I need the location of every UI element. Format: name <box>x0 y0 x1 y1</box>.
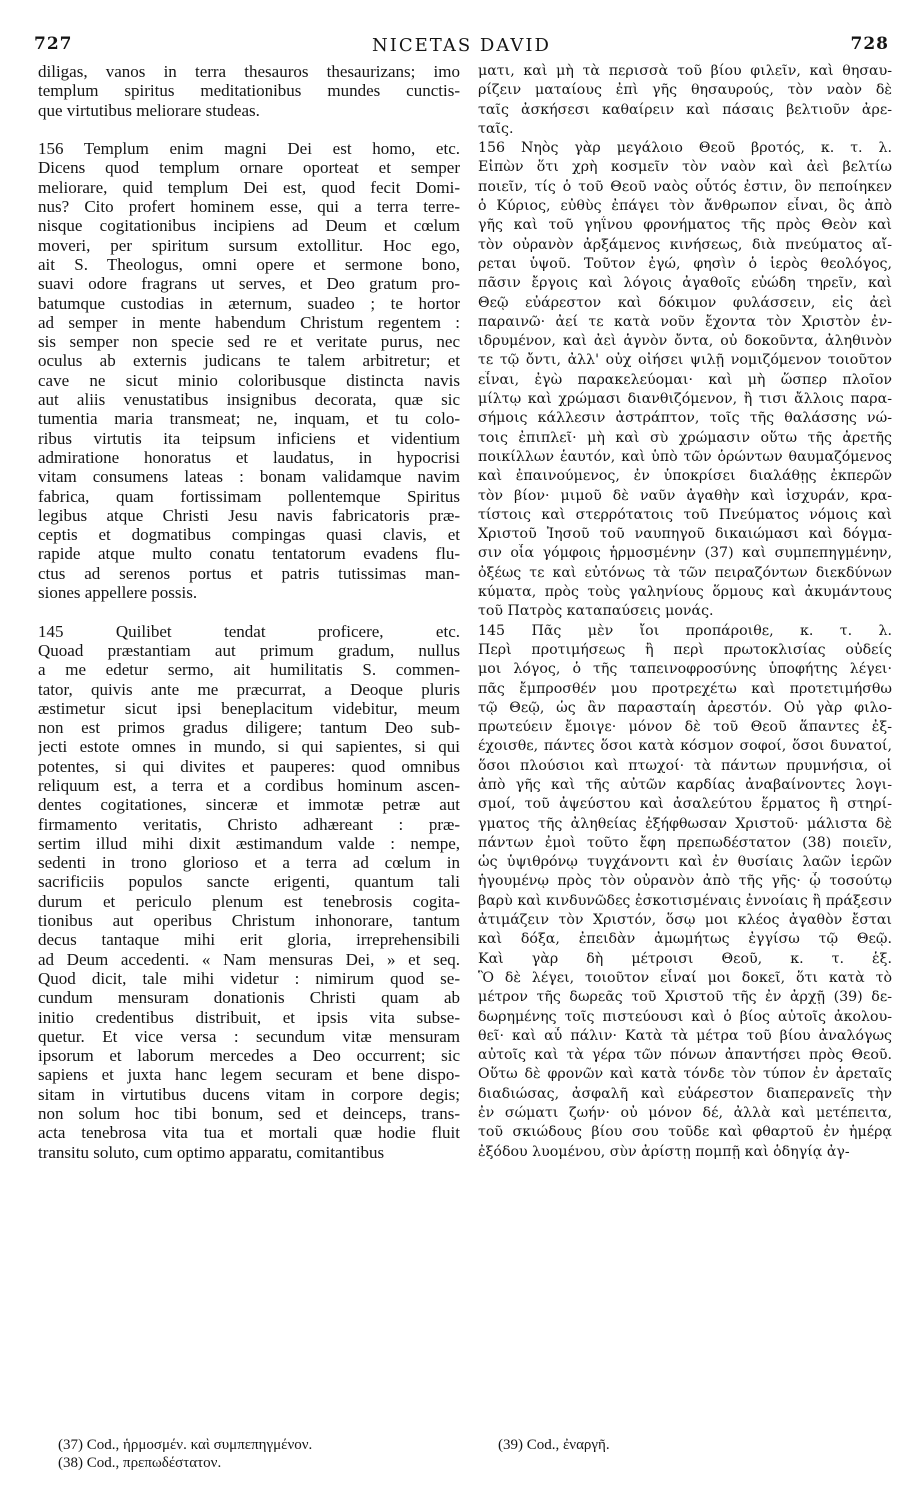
latin-text-line: rapide atque multo conatu tentatorum evadens flu- <box>38 544 460 564</box>
latin-text-line: quetur. Et vice versa : secundum vitæ mensuram <box>38 1026 460 1046</box>
greek-text-line: διαδιώσας, ἀσφαλῆ καὶ εὐάρεστον διαπερανεῖς τὴν <box>478 1085 892 1102</box>
greek-text-line: 145 Πᾶς μὲν ἴοι προπάροιθε, κ. τ. λ. <box>478 622 892 639</box>
latin-text-line: acta tenebrosa vita tua et mortali quæ hodie fluit <box>38 1123 460 1143</box>
latin-text-line: ad semper in mente habendum Christum regentem : <box>38 312 460 332</box>
latin-text-line: sapiens et juxta hanc legem securam et bene dispo- <box>38 1065 460 1085</box>
greek-text-line: παραινῶ· ἀεί τε κατὰ νοῦν ἔχοντα τὸν Χριστὸν ἐν- <box>478 313 892 330</box>
greek-text-line: Καὶ γὰρ δὴ μέτροισι Θεοῦ, κ. τ. ἑξ. <box>478 950 892 967</box>
greek-text-line: εἶναι, ἐγὼ παρακελεύομαι· καὶ μὴ ὥσπερ πλοῖον <box>478 371 892 388</box>
greek-text-line: βαρὺ καὶ κινδυνῶδες ἐσκοτισμέναις ἐννοίαις ἢ πράξεσιν <box>478 892 892 909</box>
footnote-line: (39) Cod., ἐναργῆ. <box>498 1437 610 1453</box>
greek-text-line: αὐτοῖς καὶ τὰ γέρα τῶν πόνων ἀπαντήσει πρὸς Θεοῦ. <box>478 1047 892 1064</box>
latin-text-line: ipsorum et laborum mercedes a Deo occurrent; sic <box>38 1046 460 1066</box>
greek-text-line: γματος τῆς ἀληθείας ἐξήφθωσαν Χριστοῦ· μάλιστα δὲ <box>478 815 892 832</box>
greek-text-line: 156 Νηὸς γὰρ μεγάλοιο Θεοῦ βροτός, κ. τ. λ. <box>478 140 892 157</box>
latin-column <box>38 62 460 1162</box>
latin-text-line: Dicens quod templum ornare oporteat et semper <box>38 158 460 178</box>
latin-text-line: cave ne sicut minio coloribusque distincta navis <box>38 370 460 390</box>
greek-text-line: ἐξόδου λυομένου, σὺν ἀρίστῃ πομπῇ καὶ ὁδηγίᾳ ἀγ- <box>478 1143 850 1160</box>
greek-text-line: τίστοις καὶ στερρότατοις τοῦ Πνεύματος νόμοις καὶ <box>478 506 892 523</box>
latin-text-line: ad Deum accedenti. « Nam mensuras Dei, » et seq. <box>38 949 460 969</box>
latin-text-line: potentes, si qui divites et pauperes: quod omnibus <box>38 756 460 776</box>
latin-text-line: admiratione honoratus et laudatus, in hypocrisi <box>38 447 460 467</box>
greek-text-line: τῷ Θεῷ, ὡς ἂν παρασταίη ἀρεστόν. Οὐ γὰρ φιλο- <box>478 699 892 716</box>
greek-text-line: ταῖς. <box>478 120 514 137</box>
latin-text-line: fabrica, quam fortissimam pollentemque Spiritus <box>38 486 460 506</box>
latin-text-line: que virtutibus meliorare studeas. <box>38 100 260 120</box>
latin-text-line: transitu soluto, cum optimo apparatu, comitantibus <box>38 1142 385 1162</box>
running-title: NICETAS DAVID <box>372 35 551 56</box>
greek-text-line: έχοισθε, πάντες ὅσοι κατὰ κόσμον σοφοί, ὅσοι δυνατοί, <box>478 738 892 755</box>
greek-text-line: Ὃ δὲ λέγει, τοιοῦτον εἶναί μοι δοκεῖ, ὅτι κατὰ τὸ <box>478 969 892 986</box>
greek-text-line: τοις ἐπιπλεῖ· μὴ καὶ σὺ χρώμασιν οὕτω τῆς ἀρετῆς <box>478 429 892 446</box>
greek-text-line: μέτρον τῆς δωρεᾶς τοῦ Χριστοῦ τῆς ἐν ἀρχῇ (39) δε- <box>478 989 892 1006</box>
latin-text-line: diligas, vanos in terra thesauros thesaurizans; imo <box>38 62 460 81</box>
latin-text-line: a me edetur sermo, ait humilitatis S. commen- <box>38 660 460 680</box>
page-number-right: 728 <box>850 34 889 54</box>
latin-text-line: templum spiritus meditationibus mundes cunctis- <box>38 81 460 101</box>
latin-text-line: decus tantaque mihi erit gloria, irreprehensibili <box>38 930 460 950</box>
latin-text-line: nisque cogitationibus incipiens ad Deum et cœlum <box>38 216 460 236</box>
greek-text-line: καὶ ἐπαινούμενος, ἐν ὑποκρίσει διαλάθῃς ἐκπερῶν <box>478 468 892 485</box>
greek-text-line: πᾶσιν ἔργοις καὶ λόγοις ἀγαθοῖς εὐώδη τηρεῖν, καὶ <box>478 275 892 292</box>
paragraph-gap <box>38 602 460 621</box>
latin-text-line: ait S. Theologus, omni opere et sermone bono, <box>38 254 460 274</box>
greek-column <box>478 62 892 1162</box>
latin-text-line: vitam consumens lateas : bonam validamque navim <box>38 467 460 487</box>
paragraph-gap <box>38 120 460 139</box>
greek-text-line: ρίζειν ματαίους ἐπὶ γῆς θησαυρούς, τὸν ναὸν δὲ <box>478 82 892 99</box>
latin-text-line: nus? Cito profert hominem esse, qui a terra terre- <box>38 197 460 217</box>
greek-text-line: τοῦ Πατρὸς καταπαύσεις μονάς. <box>478 603 714 620</box>
footnotes-left <box>58 1436 312 1472</box>
latin-text-line: firmamento veritatis, Christo adhæreant : præ- <box>38 814 460 834</box>
greek-text-line: ἀτιμάζειν τὸν Χριστόν, ὅσῳ μοι κλέος ἀγαθὸν ἔσται <box>478 912 892 929</box>
page-number-left: 727 <box>34 34 73 54</box>
latin-text-line: meliorare, quid templum Dei est, quod fecit Domi- <box>38 177 460 197</box>
greek-text-line: κύματα, πρὸς τοὺς γαληνίους ὅρμους καὶ ἀκυμάντους <box>478 584 892 601</box>
latin-text-line: non solum hoc tibi bonum, sed et deinceps, trans- <box>38 1104 460 1124</box>
greek-text-line: πάντων ἐμοὶ τοῦτο ἔφη πρεπωδέστατον (38) ποιεῖν, <box>478 834 892 851</box>
greek-text-line: σμοί, τοῦ ἀψεύστου καὶ ἀσαλεύτου ἕρματος ἢ στηρί- <box>478 796 892 813</box>
latin-text-line: tionibus aut operibus Christum inhonorare, tantum <box>38 911 460 931</box>
greek-text-line: ὁ Κύριος, εὐθὺς ἐπάγει τὸν ἄνθρωπον εἶναι, ὃς ἀπὸ <box>478 198 892 215</box>
greek-text-line: ιδρυμένον, καὶ ἀεὶ ἁγνὸν ὄντα, οὐ δοκοῦντα, ἀληθινὸν <box>478 333 892 350</box>
greek-text-line: ὅσοι πλούσιοι καὶ πτωχοί· τὰ πάντων πρυμνήσια, οἱ <box>478 757 892 774</box>
latin-text-line: tumentia maria transmeat; ne, inquam, et tu colo- <box>38 409 460 429</box>
greek-text-line: ματι, καὶ μὴ τὰ περισσὰ τοῦ βίου φιλεῖν, καὶ θησαυ- <box>478 63 892 79</box>
greek-text-line: ἡγουμένῳ πρὸς τὸν οὐρανὸν ἀπὸ τῆς γῆς· ᾧ τοσούτῳ <box>478 873 892 890</box>
greek-text-line: ὀξέως τε καὶ εὐτόνως τὰ τῶν πειραζόντων διεκδύνων <box>478 564 892 581</box>
latin-text-line: durum et periculo plenum est tenebrosis cogita- <box>38 891 460 911</box>
greek-text-line: ταῖς ἀσκήσεσι καθαίρειν καὶ πάσαις βελτιοῦν ἀρε- <box>478 101 892 118</box>
greek-text-line: ὡς ὑψιθρόνῳ τυγχάνοντι καὶ ἐν θυσίαις λαῶν ἱερῶν <box>478 854 892 871</box>
latin-text-line: ctus ad serenos portus et patris tutissimas man- <box>38 563 460 583</box>
latin-text-line: suavi odore fragrans ut serves, et Deo gratum pro- <box>38 274 460 294</box>
latin-text-line: æstimetur sicut ipsi beneplacitum videbitur, meum <box>38 698 460 718</box>
latin-text-line: initio credentibus distribuit, et ipsis vita subse- <box>38 1007 460 1027</box>
latin-text-line: cundum mensuram donationis Christi quam ab <box>38 988 460 1008</box>
greek-text-line: τοῦ σκιώδους βίου σου τοῦδε καὶ φθαρτοῦ ἐν ἡμέρᾳ <box>478 1124 892 1141</box>
greek-text-line: ποικίλλων ἑαυτόν, καὶ ὑπὸ τῶν ὁρώντων θαυμαζόμενος <box>478 448 892 465</box>
greek-text-line: σιν οἷα γόμφοις ἡρμοσμένην (37) καὶ συμπεπηγμένην, <box>478 545 892 562</box>
latin-text-line: sedenti in trono glorioso et a terra ad cœlum in <box>38 853 460 873</box>
greek-text-line: γῆς καὶ τοῦ γηΐνου φρονήματος τῆς πρὸς Θεὸν καὶ <box>478 217 892 234</box>
greek-text-line: τὸν βίον· μιμοῦ δὲ ναῦν ἀγαθὴν καὶ ἰσχυράν, κρα- <box>478 487 892 504</box>
footnote-line: (37) Cod., ἡρμοσμέν. καὶ συμπεπηγμένον. <box>58 1437 313 1453</box>
greek-text-line: τὸν οὐρανὸν ἀρξάμενος κινήσεως, διὰ πνεύματος αἴ- <box>478 236 892 253</box>
latin-text-line: ceptis et dogmatibus compingas quasi clavis, et <box>38 525 460 545</box>
greek-text-line: δωρημένης τοῖς πιστεύουσι καὶ ὁ βίος αὐτοῖς ἀκολου- <box>478 1008 892 1025</box>
latin-text-line: oculus ab externis judicans te talem arbitretur; et <box>38 351 460 371</box>
greek-text-line: Θεῷ εὐάρεστον καὶ δόκιμον φυλάσσειν, εἰς ἀεὶ <box>478 294 892 311</box>
footnote-line: (38) Cod., πρεπωδέστατον. <box>58 1455 222 1471</box>
greek-text-line: θεῖ· καὶ αὖ πάλιν· Κατὰ τὰ μέτρα τοῦ βίου ἀναλόγως <box>478 1027 892 1044</box>
greek-text-line: πρωτεύειν ἔμοιγε· μόνον δὲ τοῦ Θεοῦ ἅπαντες ἐξ- <box>478 719 892 736</box>
greek-text-line: μοι λόγος, ὁ τῆς ταπεινοφροσύνης ὑποφήτης λέγει· <box>478 661 892 678</box>
latin-text-line: Quoad præstantiam aut primum gradum, nullus <box>38 640 460 660</box>
greek-text-line: ρεται ὑψοῦ. Τοῦτον ἐγώ, φησὶν ὁ ἱερὸς θεολόγος, <box>478 255 892 272</box>
latin-text-line: siones appellere possis. <box>38 583 198 603</box>
greek-text-line: καὶ δόξα, ἐπειδὰν ἀμωμήτως ἐγγίσω τῷ Θεῷ. <box>478 931 892 948</box>
greek-text-line: Οὕτω δὲ φρονῶν καὶ κατὰ τόνδε τὸν τύπον ἐν ἀρεταῖς <box>478 1066 892 1083</box>
greek-text-line: ἐν σώματι ζωήν· οὐ μόνον δέ, ἀλλὰ καὶ μετέπειτα, <box>478 1105 892 1122</box>
greek-text-line: ποιεῖν, τίς ὁ τοῦ Θεοῦ ναὸς οὗτός ἐστιν, ὃν πεποίηκεν <box>478 178 892 195</box>
greek-text-line: ἀπὸ γῆς καὶ τῆς αὐτῶν καρδίας ἀναβαίνοντες λογι- <box>478 776 892 793</box>
greek-text-line: Περὶ προτιμήσεως ἢ περὶ πρωτοκλισίας οὐδείς <box>478 641 892 658</box>
latin-text-line: 156 Templum enim magni Dei est homo, etc. <box>38 139 460 159</box>
latin-text-line: sis semper non specie sed re et veritate purus, nec <box>38 332 460 352</box>
latin-text-line: sacrificiis populos sancte erigenti, quantum tali <box>38 872 460 892</box>
latin-text-line: batumque custodias in æternum, suadeo ; te hortor <box>38 293 460 313</box>
greek-text-line: Χριστοῦ Ἰησοῦ τοῦ ναυπηγοῦ δικαιώμασι καὶ δόγμα- <box>478 526 892 543</box>
greek-text-line: Εἰπὼν ὅτι χρὴ κοσμεῖν τὸν ναὸν καὶ ἀεὶ βελτίω <box>478 159 892 176</box>
latin-text-line: sitam in virtutibus ducens vitam in corpore degis; <box>38 1084 460 1104</box>
latin-text-line: dentes cogitationes, sinceræ et immotæ petræ aut <box>38 795 460 815</box>
greek-text-line: τε τῷ ὄντι, ἀλλ' οὐχ οἰήσει ψιλῇ νομιζόμενον τοιοῦτον <box>478 352 892 369</box>
latin-text-line: Quod dicit, tale mihi videtur : nimirum quod se- <box>38 968 460 988</box>
latin-text-line: sertim illud mihi dixit æstimandum valde : nempe, <box>38 833 460 853</box>
latin-text-line: tator, quivis ante me præcurrat, a Deoque pluris <box>38 679 460 699</box>
greek-text-line: πᾶς ἔμπροσθέν μου προτρεχέτω καὶ προτετιμήσθω <box>478 680 892 697</box>
latin-text-line: ribus virtutis ita teipsum inficiens et videntium <box>38 428 460 448</box>
latin-text-line: reliquum est, a terra et a cordibus hominum ascen- <box>38 775 460 795</box>
footnotes-right <box>498 1436 610 1454</box>
latin-text-line: jecti estote omnes in mundo, si qui sapientes, si qui <box>38 737 460 757</box>
latin-text-line: aut aliis venustatibus insignibus decorata, quæ sic <box>38 390 460 410</box>
greek-text-line: σήμοις κάλλεσιν ἀστράπτον, τοῖς τῆς θαλάσσης νώ- <box>478 410 892 427</box>
latin-text-line: 145 Quilibet tendat proficere, etc. <box>38 621 460 641</box>
greek-text-line: μίλτῳ καὶ χρώμασι διανθιζόμενον, ἢ τισι ἄλλοις παρα- <box>478 391 892 408</box>
latin-text-line: non est primos gradus diligere; tantum Deo sub- <box>38 718 460 738</box>
latin-text-line: legibus atque Christi Jesu navis fabricatoris præ- <box>38 505 460 525</box>
latin-text-line: moveri, per spiritum sursum extollitur. Hoc ego, <box>38 235 460 255</box>
